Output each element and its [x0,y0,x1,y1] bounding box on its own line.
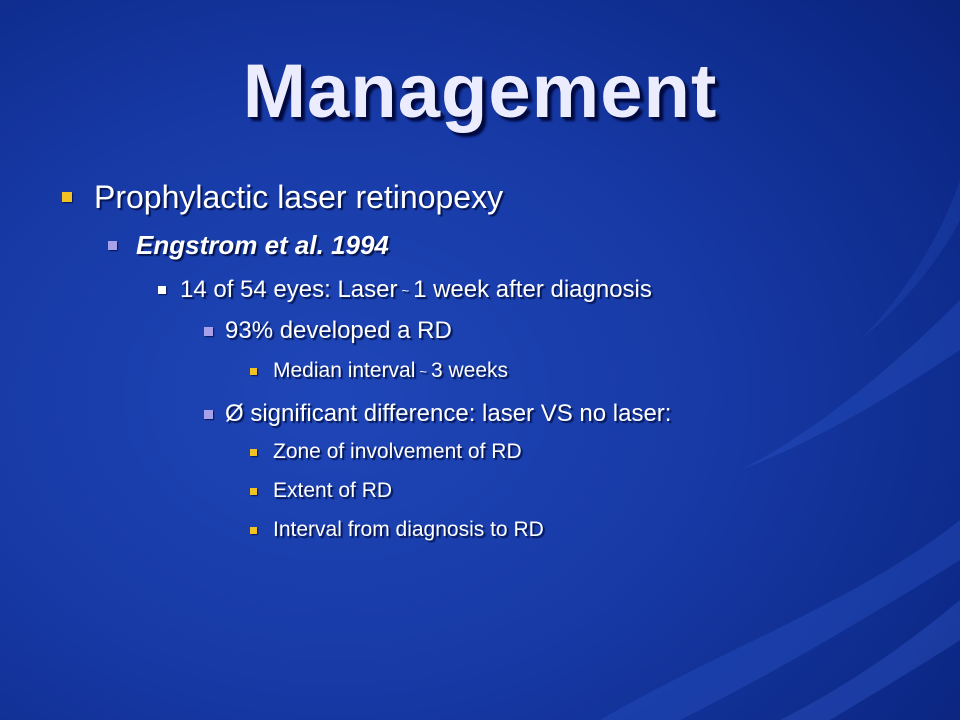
bullet-level3 [158,275,652,305]
bullet-level1 [62,178,503,216]
square-bullet-icon [250,449,257,456]
bullet-level4 [204,316,452,346]
bullet-level5 [250,357,508,385]
bullet-text-after: 3 weeks [431,359,509,382]
bullet-level2 [108,229,389,261]
square-bullet-icon [204,410,213,419]
bullet-level5 [250,477,392,505]
square-bullet-icon [158,286,166,294]
tilde-symbol: ~ [401,282,410,298]
bullet-text: Interval from diagnosis to RD [273,518,544,541]
tilde-symbol: ~ [419,363,427,379]
bullet-text: Prophylactic laser retinopexy [94,178,504,215]
bullet-text-after: 1 week after diagnosis [413,276,652,303]
square-bullet-icon [250,488,257,495]
bullet-text: Engstrom et al. 1994 [136,229,389,260]
bullet-text: Extent of RD [273,479,393,502]
bullet-text: Ø significant difference: laser VS no laser: [225,400,672,427]
square-bullet-icon [62,192,72,202]
bullet-text-before: 14 of 54 eyes: Laser [180,276,398,303]
bullet-level4 [204,399,671,429]
slide-title: Management [242,49,718,134]
square-bullet-icon [250,527,257,534]
bullet-level5 [250,516,544,544]
bullet-level5 [250,438,522,466]
bullet-text: 93% developed a RD [225,317,452,344]
square-bullet-icon [204,327,213,336]
square-bullet-icon [250,368,257,375]
bullet-text-before: Median interval [273,359,416,382]
square-bullet-icon [108,241,117,250]
bullet-text: Zone of involvement of RD [273,440,522,463]
